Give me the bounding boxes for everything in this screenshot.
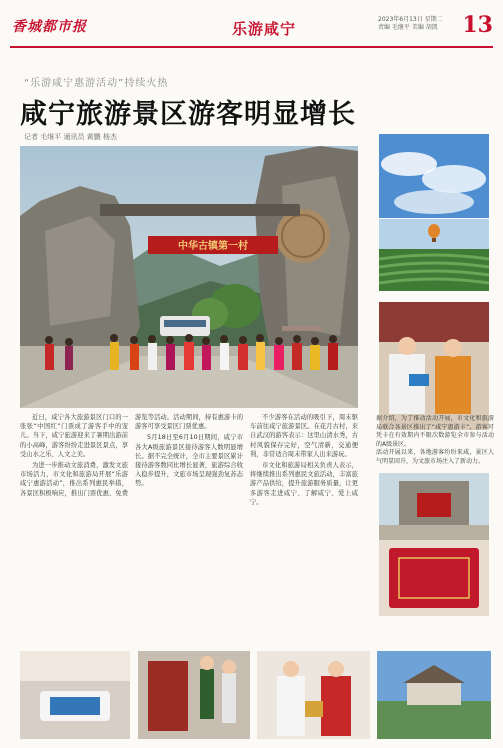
issue-date: 2023年6月13日 星期二 bbox=[378, 16, 443, 23]
body-paragraph: 近日，咸宁各大旅游景区门口的一张张“中国红”门票成了游客手中的宠儿。当下，咸宁旅游迎来了暑期出游前的小高峰，游客纷纷走进景区景点，享受山水之乐、人文之美。 bbox=[20, 414, 128, 458]
article-byline: 记者 毛继平 通讯员 黄鹏 杨杰 bbox=[24, 133, 117, 141]
newspaper-name: 香城都市报 bbox=[12, 19, 87, 35]
body-paragraph: 为进一步推动文旅消费，激发文旅市场活力，市文化和旅游局开展“乐游咸宁惠游活动”，推出系列惠民举措，各景区积极响应，推出门票优惠、免费游览等活动。活动期间，持有惠游卡的游客可享受景区门票优惠。 bbox=[20, 414, 243, 497]
photo-bottom-3 bbox=[257, 651, 370, 739]
main-photo-scenic-gate bbox=[20, 146, 358, 408]
issue-editors: 责编 毛继平 美编 胡凯 bbox=[378, 24, 438, 31]
body-paragraph: 据介绍，为了推动活动开展，市文化和旅游局联合各景区推出了“咸宁惠游卡”，游客可凭卡在有效期内不限次数游览全市参与活动的A级景区。 bbox=[376, 415, 494, 448]
section-title: 乐游咸宁 bbox=[232, 20, 297, 38]
photo-bottom-1 bbox=[20, 651, 130, 739]
page-number: 13 bbox=[462, 12, 493, 38]
photo-bottom-2 bbox=[138, 651, 250, 739]
photo-bottom-4 bbox=[377, 651, 491, 739]
body-paragraph: 活动开展以来，各地游客纷纷来咸，景区人气明显回升，为文旅市场注入了新动力。 bbox=[376, 449, 494, 465]
photo-sky-cloud bbox=[379, 134, 489, 218]
photo-tea-garden bbox=[379, 219, 489, 291]
article-headline: 咸宁旅游景区游客明显增长 bbox=[20, 99, 356, 130]
photo-gift-box bbox=[379, 540, 489, 616]
article-body bbox=[20, 413, 358, 641]
gate-sign-text: 中华古镇第一村 bbox=[178, 241, 248, 252]
photo-volunteers bbox=[379, 302, 489, 430]
body-paragraph: 5月18日至6月10日期间，咸宁市各大A级旅游景区接待游客人数明显增长。据不完全统计，全市主要景区累计接待游客数同比增长显著，旅游综合收入稳步提升，文旅市场呈现强劲复苏态势。 bbox=[135, 434, 243, 488]
article-kicker: “乐游咸宁惠游活动”持续火热 bbox=[24, 78, 169, 89]
body-paragraph: 不少游客在活动的吸引下，周末驱车前往咸宁旅游景区。在花月古村，来自武汉的游客表示：这里山清水秀，古村风貌保存完好，空气清新，交通便利，非常适合周末带家人出来游玩。 bbox=[250, 414, 358, 458]
masthead bbox=[10, 6, 493, 48]
issue-info bbox=[378, 16, 474, 32]
body-paragraph: 市文化和旅游局相关负责人表示，将继续推出系列惠民文旅活动，丰富旅游产品供给，提升旅游服务质量，让更多游客走进咸宁、了解咸宁、爱上咸宁。 bbox=[250, 462, 358, 506]
photo-stone-arch bbox=[379, 473, 489, 543]
